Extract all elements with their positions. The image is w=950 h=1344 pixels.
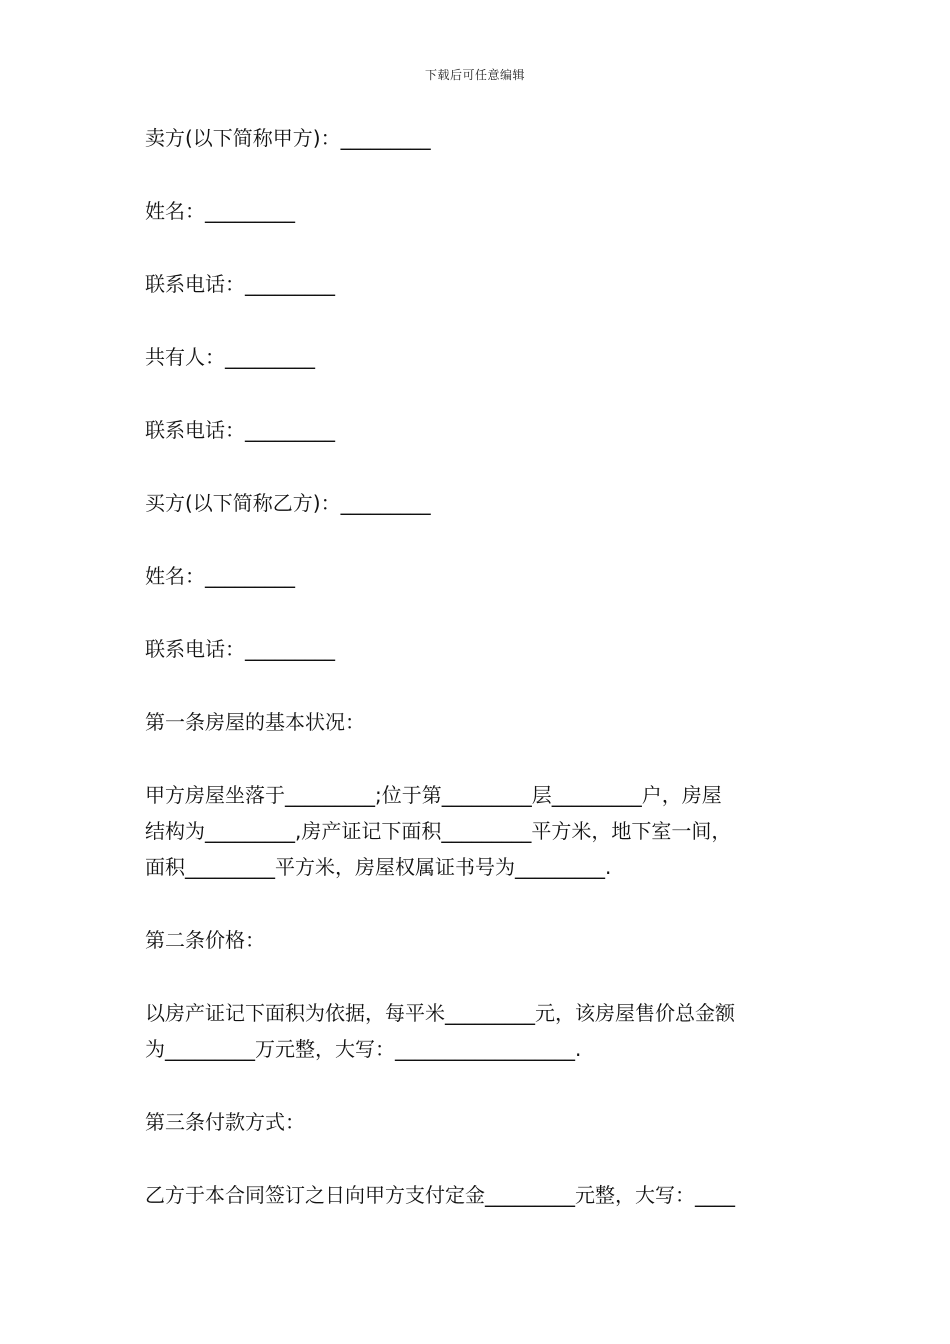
seller-phone-line: 联系电话：_________ [145,272,335,296]
article-3-text-line-1: 乙方于本合同签订之日向甲方支付定金_________元整，大写：____ [145,1183,735,1207]
article-1-text-line-2: 结构为_________,房产证记下面积_________平方米，地下室一间， [145,819,732,843]
seller-label: 卖方(以下简称甲方)：_________ [145,126,431,150]
co-owner-line: 共有人：_________ [145,345,315,369]
article-2-text-line-2: 为_________万元整，大写：__________________. [145,1037,582,1061]
page-header: 下载后可任意编辑 [424,68,525,82]
article-1-text-line-3: 面积_________平方米，房屋权属证书号为_________. [145,855,612,879]
co-owner-phone-line: 联系电话：_________ [145,418,335,442]
contract-body [145,120,810,1213]
buyer-phone-line: 联系电话：_________ [145,637,335,661]
buyer-name-line: 姓名：_________ [145,564,295,588]
seller-name-line: 姓名：_________ [145,199,295,223]
article-1-text-line-1: 甲方房屋坐落于_________;位于第_________层_________户，房屋 [145,783,722,807]
buyer-label: 买方(以下简称乙方)：_________ [145,491,431,515]
article-2-text-line-1: 以房产证记下面积为依据，每平米_________元，该房屋售价总金额 [145,1001,735,1025]
article-1-heading: 第一条房屋的基本状况： [145,710,365,734]
article-2-heading: 第二条价格： [145,928,265,952]
article-3-heading: 第三条付款方式： [145,1110,305,1134]
